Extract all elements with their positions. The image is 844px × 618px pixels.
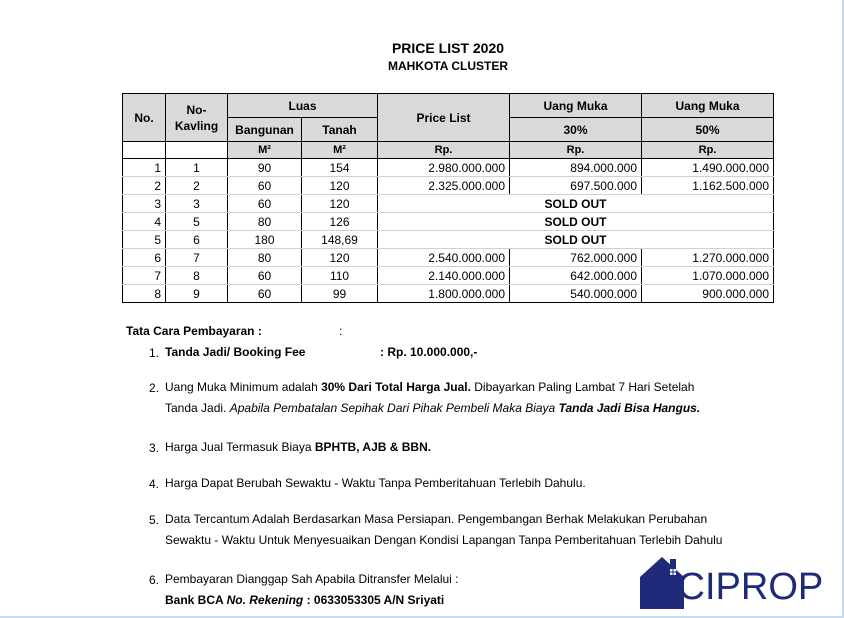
cell-bangunan: 80 (228, 213, 302, 231)
cell-price: 1.800.000.000 (378, 285, 510, 303)
col-header-kavling: No- Kavling (166, 94, 228, 142)
cell-kavling: 2 (166, 177, 228, 195)
cell-bangunan: 90 (228, 159, 302, 177)
cell-tanah: 120 (302, 195, 378, 213)
cell-no: 3 (123, 195, 166, 213)
cell-kavling: 3 (166, 195, 228, 213)
cell-tanah: 126 (302, 213, 378, 231)
cell-no: 6 (123, 249, 166, 267)
col-header-tanah: Tanah (302, 118, 378, 142)
cell-kavling: 6 (166, 231, 228, 249)
term-4 (165, 473, 775, 494)
term-2-italic: Apabila Pembatalan Sepihak Dari Pihak Pembeli Maka Biaya (229, 401, 559, 415)
cell-no: 4 (123, 213, 166, 231)
term-5-number: 5. (149, 513, 160, 527)
unit-m2-tanah: M² (302, 142, 378, 159)
cell-uang-muka-30: 540.000.000 (510, 285, 642, 303)
cell-kavling: 1 (166, 159, 228, 177)
cell-bangunan: 60 (228, 177, 302, 195)
term-1-value-wrap (380, 342, 580, 363)
table-row (123, 177, 774, 195)
cell-no: 5 (123, 231, 166, 249)
unit-rp-price: Rp. (378, 142, 510, 159)
unit-rp-50: Rp. (642, 142, 774, 159)
cell-uang-muka-50: 900.000.000 (642, 285, 774, 303)
term-2-bold-italic: Tanda Jadi Bisa Hangus. (558, 401, 701, 415)
term-5-text-a: Data Tercantum Adalah Berdasarkan Masa Persiapan. Pengembangan Berhak Melakukan Perubahan (165, 512, 708, 526)
term-3 (165, 437, 775, 458)
cell-bangunan: 180 (228, 231, 302, 249)
term-6-text-a: Pembayaran Dianggap Sah Apabila Ditransfer Melalui : (165, 572, 459, 586)
cell-bangunan: 60 (228, 195, 302, 213)
cell-uang-muka-50: 1.070.000.000 (642, 267, 774, 285)
col-header-pct-50: 50% (642, 118, 774, 142)
term-2-text-c: Dibayarkan Paling Lambat 7 Hari Setelah (470, 380, 695, 394)
cell-price: 2.325.000.000 (378, 177, 510, 195)
price-table (122, 93, 774, 303)
term-2-bold: 30% Dari Total Harga Jual. (321, 380, 471, 394)
page-title: PRICE LIST 2020 (391, 40, 505, 56)
term-3-number: 3. (149, 441, 160, 455)
cell-tanah: 99 (302, 285, 378, 303)
table-row (123, 285, 774, 303)
col-header-luas: Luas (228, 94, 378, 118)
cell-sold-out: SOLD OUT (378, 213, 774, 231)
cell-sold-out: SOLD OUT (378, 195, 774, 213)
term-1-value: : Rp. 10.000.000,- (380, 345, 478, 359)
col-header-uang-muka-30: Uang Muka (510, 94, 642, 118)
cell-uang-muka-50: 1.490.000.000 (642, 159, 774, 177)
term-6-number: 6. (149, 573, 160, 587)
unit-empty-2 (166, 142, 228, 159)
cell-tanah: 154 (302, 159, 378, 177)
term-6-rekening-label: No. Rekening (226, 593, 304, 607)
cell-kavling: 8 (166, 267, 228, 285)
cell-no: 7 (123, 267, 166, 285)
term-4-text: Harga Dapat Berubah Sewaktu - Waktu Tanpa Pemberitahuan Terlebih Dahulu. (165, 476, 586, 490)
cell-tanah: 120 (302, 177, 378, 195)
col-header-no: No. (123, 94, 166, 142)
cell-kavling: 9 (166, 285, 228, 303)
cell-bangunan: 60 (228, 267, 302, 285)
cell-no: 1 (123, 159, 166, 177)
table-row (123, 267, 774, 285)
table-row (123, 231, 774, 249)
unit-m2-bangunan: M² (228, 142, 302, 159)
cell-price: 2.980.000.000 (378, 159, 510, 177)
table-row (123, 213, 774, 231)
table-row (123, 159, 774, 177)
cell-bangunan: 80 (228, 249, 302, 267)
payment-terms-colon: : (339, 324, 343, 338)
payment-terms-heading: Tata Cara Pembayaran : (126, 324, 262, 338)
term-5-text-b: Sewaktu - Waktu Untuk Menyesuaikan Dengan Kondisi Lapangan Tanpa Pemberitahuan Terlebih Dahulu (165, 533, 723, 547)
cell-uang-muka-50: 1.162.500.000 (642, 177, 774, 195)
term-3-bold: BPHTB, AJB & BBN. (314, 440, 432, 454)
term-6-bank: Bank BCA (165, 593, 227, 607)
cell-uang-muka-30: 894.000.000 (510, 159, 642, 177)
cell-uang-muka-30: 762.000.000 (510, 249, 642, 267)
cell-sold-out: SOLD OUT (378, 231, 774, 249)
term-6-account: : 0633053305 A/N Sriyati (303, 593, 445, 607)
term-1-label: Tanda Jadi/ Booking Fee (165, 345, 306, 359)
unit-rp-30: Rp. (510, 142, 642, 159)
col-header-uang-muka-50: Uang Muka (642, 94, 774, 118)
unit-empty-1 (123, 142, 166, 159)
page-subtitle: MAHKOTA CLUSTER (388, 59, 508, 73)
col-header-bangunan: Bangunan (228, 118, 302, 142)
cell-price: 2.540.000.000 (378, 249, 510, 267)
term-2-number: 2. (149, 381, 160, 395)
cell-price: 2.140.000.000 (378, 267, 510, 285)
cell-no: 2 (123, 177, 166, 195)
cell-tanah: 120 (302, 249, 378, 267)
cell-bangunan: 60 (228, 285, 302, 303)
col-header-price-list: Price List (378, 94, 510, 142)
col-header-pct-30: 30% (510, 118, 642, 142)
table-row (123, 195, 774, 213)
cell-tanah: 110 (302, 267, 378, 285)
term-2-text-a: Uang Muka Minimum adalah (165, 380, 322, 394)
cell-kavling: 5 (166, 213, 228, 231)
cell-uang-muka-30: 697.500.000 (510, 177, 642, 195)
cell-uang-muka-50: 1.270.000.000 (642, 249, 774, 267)
term-2 (165, 377, 775, 419)
logo-wordmark: OCIPROP (648, 566, 824, 608)
term-5 (165, 509, 775, 551)
term-3-text: Harga Jual Termasuk Biaya (165, 440, 315, 454)
table-row (123, 249, 774, 267)
term-2-text-d: Tanda Jadi. (165, 401, 230, 415)
cell-tanah: 148,69 (302, 231, 378, 249)
term-4-number: 4. (149, 477, 160, 491)
term-1-number: 1. (149, 346, 160, 360)
cell-no: 8 (123, 285, 166, 303)
cell-kavling: 7 (166, 249, 228, 267)
cell-uang-muka-30: 642.000.000 (510, 267, 642, 285)
